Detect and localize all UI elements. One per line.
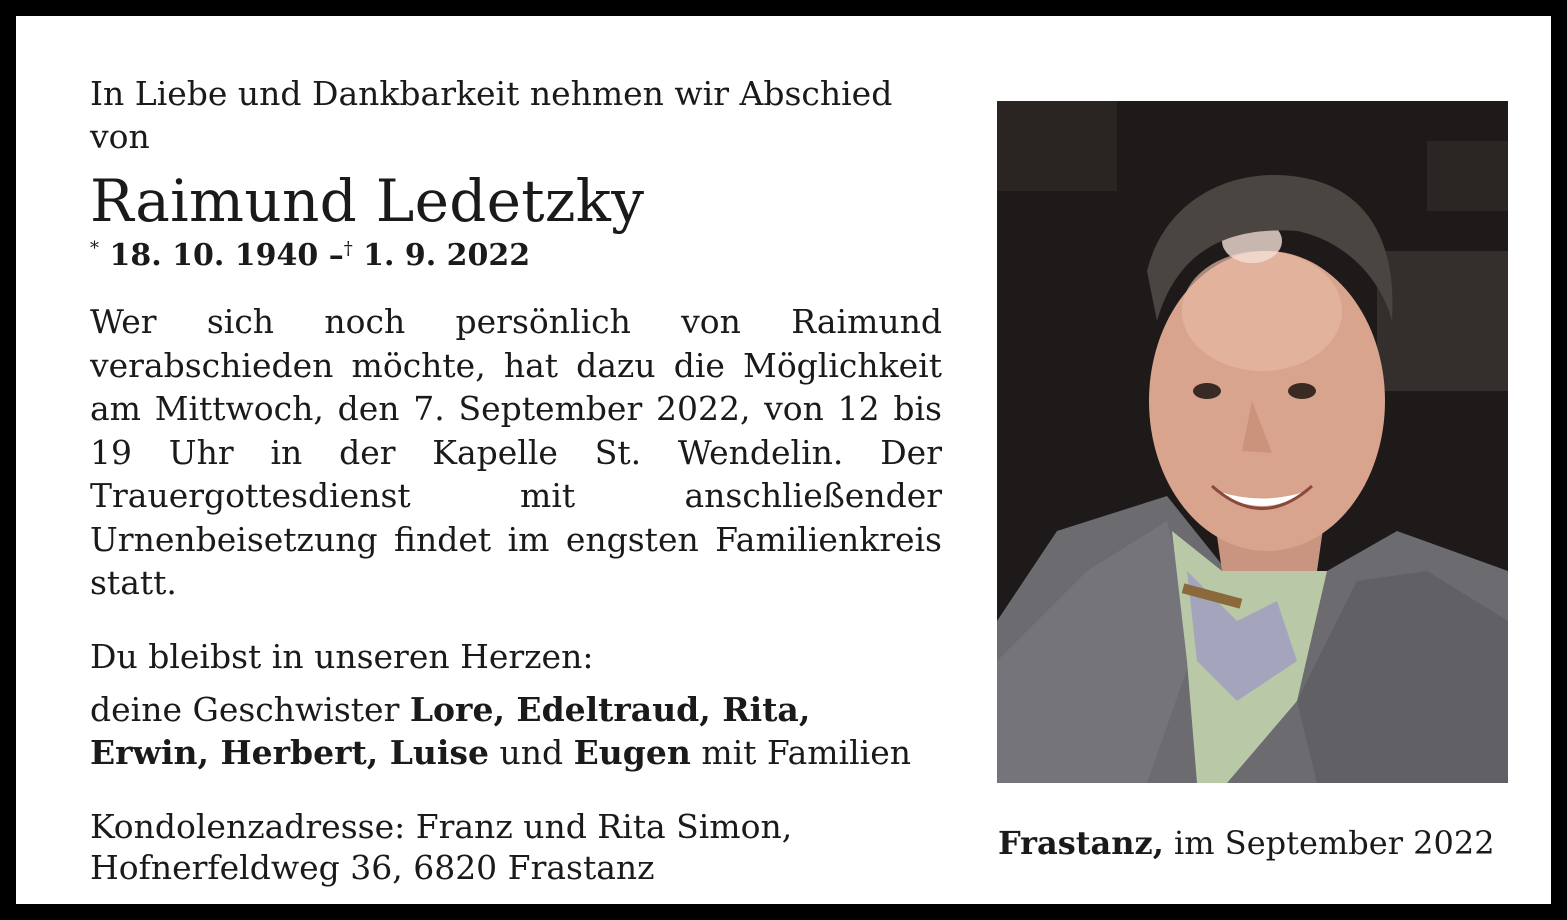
mourners-prefix: deine Geschwister (90, 689, 410, 729)
mourners-und: und (489, 732, 574, 772)
address-line-1: Kondolenzadresse: Franz und Rita Simon, (90, 806, 793, 846)
life-dates (90, 238, 942, 274)
obituary-text-column (90, 72, 942, 888)
mourners-names-2: Erwin, Herbert, Luise (90, 732, 489, 772)
address-line-2: Hofnerfeldweg 36, 6820 Frastanz (90, 847, 655, 887)
remembrance-line: Du bleibst in unseren Herzen: (90, 636, 594, 676)
deceased-name: Raimund Ledetzky (90, 167, 645, 235)
mourners-name-last: Eugen (573, 732, 691, 772)
portrait-illustration (997, 101, 1508, 783)
place-town: Frastanz, (998, 824, 1164, 862)
farewell-details: Wer sich noch persönlich von Raimund verabschieden möchte, hat dazu die Möglichkeit am Mittwoch, den 7. September 2022, von 12 bis 19 Uhr in der Kapelle St. Wendelin. Der Trauergottesdienst mit anschließender Urnenbeisetzung findet im engsten Familienkreis statt. (90, 302, 942, 602)
birth-date: 18. 10. 1940 (109, 238, 319, 273)
birth-symbol: * (90, 238, 99, 259)
mourners-list (90, 688, 942, 774)
mourners-names-1: Lore, Edeltraud, Rita, (409, 689, 811, 729)
portrait-photo (997, 101, 1508, 783)
place-date: im September 2022 (1163, 824, 1495, 862)
place-and-date (998, 821, 1495, 865)
death-date: 1. 9. 2022 (363, 238, 531, 273)
mourners-suffix: mit Familien (690, 732, 911, 772)
date-separator: – (328, 238, 344, 273)
condolence-address (90, 806, 942, 888)
intro-text: In Liebe und Dankbarkeit nehmen wir Abschied von (90, 74, 893, 156)
death-symbol: † (343, 238, 353, 259)
